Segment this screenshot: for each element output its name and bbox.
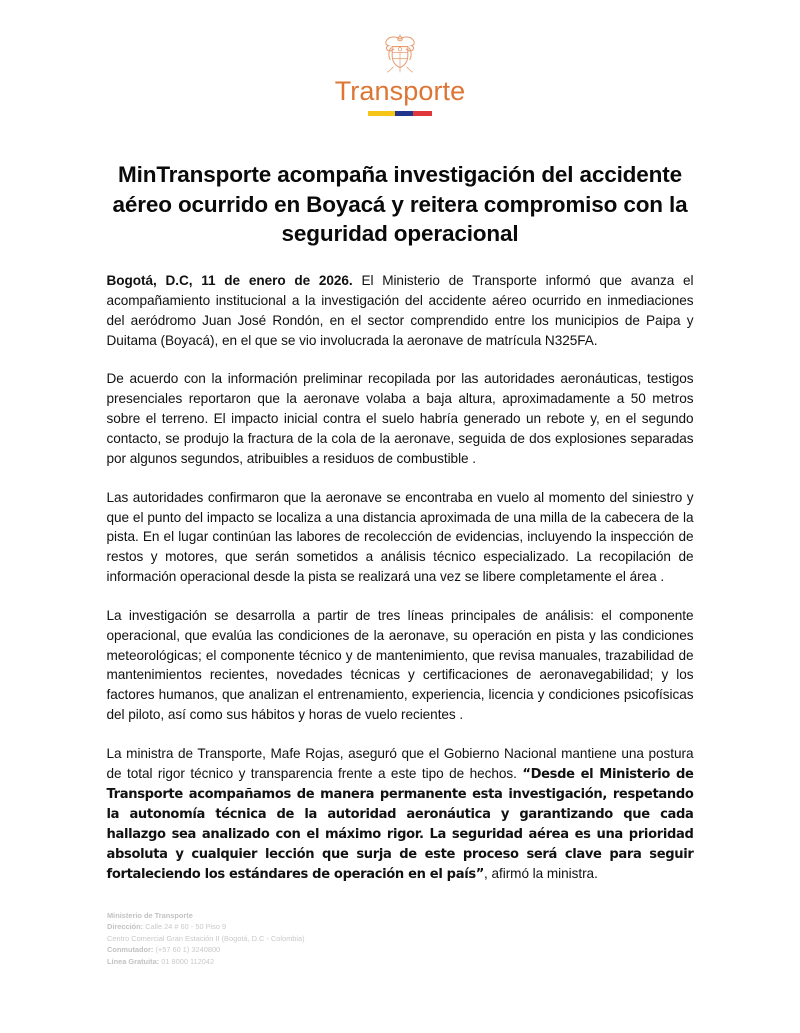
flag-stripe-blue — [395, 111, 414, 116]
paragraph-authorities-confirmation: Las autoridades confirmaron que la aeronave se encontraba en vuelo al momento del siniestro y que el punto del impacto se localiza a una distancia aproximada de una milla de la cabecera de la pista. En el lugar continúan las labores de recolección de evidencias, incluyendo la inspección de restos y motores, que serán sometidos a análisis técnico especializado. La recopilación de información operacional desde la pista se realizará una vez se libere completamente el área . — [106, 489, 694, 585]
flag-stripe-red — [413, 111, 432, 116]
paragraph-investigation-lines: La investigación se desarrolla a partir de tres líneas principales de análisis: el componente operacional, que evalúa las condiciones de la aeronave, su operación en pista y las condiciones meteorológicas; el componente técnico y de mantenimiento, que revisa manuales, trazabilidad de mantenimientos recientes, novedades técnicas y certificaciones de aeronavegabilidad; y los factores humanos, que analizan el entrenamiento, experiencia, licencia y condiciones psicofísicas del piloto, así como sus hábitos y horas de vuelo recientes . — [106, 607, 694, 723]
document-header — [0, 0, 800, 116]
dateline-bold: Bogotá, D.C, 11 de enero de 2026. — [106, 273, 353, 289]
footer-switchboard — [107, 944, 527, 955]
paragraph-preliminary-info: De acuerdo con la información preliminar recopilada por las autoridades aeronáuticas, testigos presenciales reportaron que la aeronave volaba a baja altura, aproximadamente a 50 metros sobre el terreno. El impacto inicial contra el suelo habría generado un rebote y, en el segundo contacto, se produjo la fractura de la cola de la aeronave, seguida de dos explosiones separadas por algunos segundos, atribuibles a residuos de combustible . — [106, 371, 694, 466]
document-body — [107, 249, 694, 884]
paragraph-dateline — [107, 271, 694, 350]
footer-tollfree-value: 01 8000 112042 — [159, 956, 215, 966]
footer-tollfree-label: Línea Gratuita: — [107, 956, 160, 966]
statement-intro: La ministra de Transporte, Mafe Rojas, aseguró que el Gobierno Nacional mantiene una postura de total rigor técnico y transparencia frente a este tipo de hechos. — [106, 745, 694, 781]
footer-entity: Ministerio de Transporte — [107, 911, 193, 920]
statement-attribution: , afirmó la ministra. — [484, 866, 598, 882]
minister-quote: “Desde el Ministerio de Transporte acompañamos de manera permanente esta investigación, respetando la autonomía técnica de la autoridad aeronáutica y garantizando que cada hallazgo sea analizado con el máximo rigor. La seguridad aérea es una prioridad absoluta y cualquier lección que surja de este proceso será clave para seguir fortaleciendo los estándares de operación en el país” — [106, 766, 694, 883]
page-title: MinTransporte acompaña investigación del accidente aéreo ocurrido en Boyacá y reitera compromiso con la seguridad operacional — [112, 162, 688, 247]
transporte-wordmark: Transporte — [334, 76, 466, 106]
document-footer — [107, 910, 527, 967]
colombia-coat-of-arms-icon — [377, 30, 423, 76]
paragraph-minister-statement — [107, 744, 694, 885]
footer-address-line2: Centro Comercial Gran Estación II (Bogotá, D.C - Colombia) — [107, 933, 305, 943]
footer-address-label: Dirección: — [107, 922, 144, 932]
footer-address — [107, 921, 527, 932]
footer-switchboard-label: Conmutador: — [107, 945, 154, 955]
dateline-text: El Ministerio de Transporte informó que avanza el acompañamiento institucional a la investigación del accidente aéreo ocurrido en inmediaciones del aeródromo Juan José Rondón, en el sector comprendido entre los municipios de Paipa y Duitama (Boyacá), en el que se vio involucrada la aeronave de matrícula N325FA. — [106, 273, 694, 348]
footer-switchboard-value: (+57 60 1) 3240800 — [153, 945, 221, 955]
colombia-flag-bar — [368, 111, 432, 116]
footer-tollfree — [107, 956, 527, 967]
flag-stripe-yellow — [368, 111, 395, 116]
footer-address-value: Calle 24 # 60 - 50 Piso 9 — [143, 922, 227, 932]
